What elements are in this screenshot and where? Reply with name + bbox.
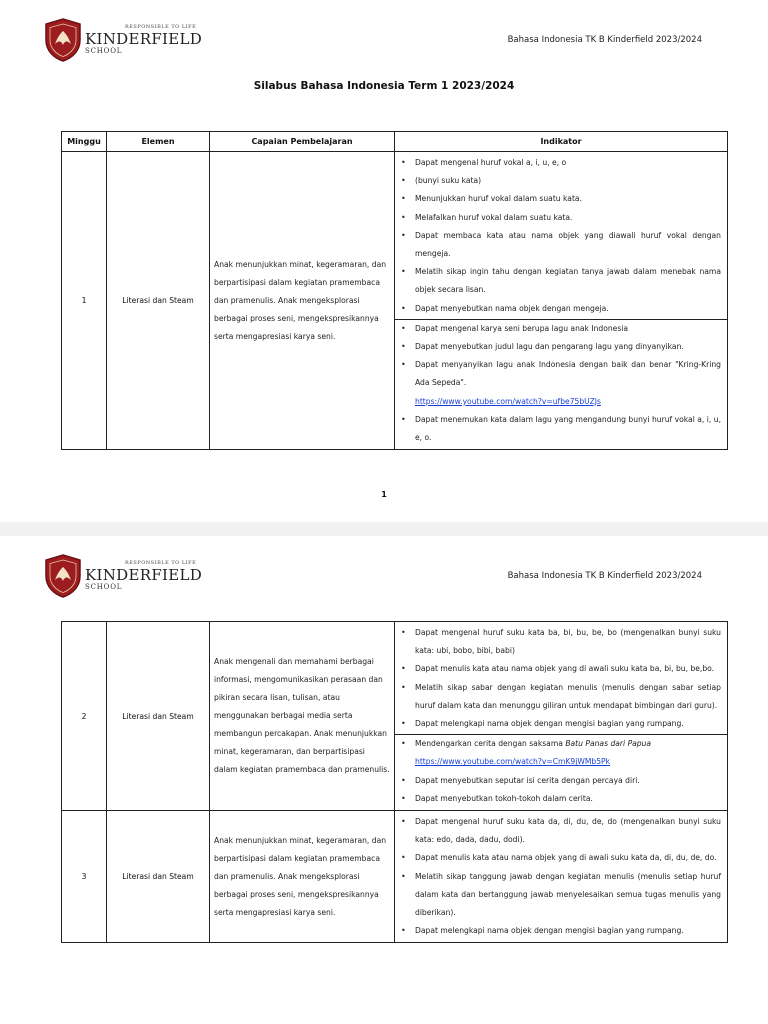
table-row bbox=[62, 152, 728, 450]
indicator-list bbox=[395, 319, 727, 447]
indicator-text: Mendengarkan cerita dengan saksama bbox=[415, 739, 563, 749]
indicator-item: • Dapat menyebutkan judul lagu dan pengarang lagu yang dinyanyikan. bbox=[415, 338, 721, 356]
youtube-link[interactable]: https://www.youtube.com/watch?v=ufbe75bUZJs bbox=[415, 396, 601, 406]
syllabus-table-page-1 bbox=[61, 131, 728, 450]
logo-name: KINDERFIELD bbox=[85, 30, 203, 48]
indicator-list bbox=[415, 154, 721, 318]
week-cell: 1 bbox=[62, 152, 107, 450]
header-right-text: Bahasa Indonesia TK B Kinderfield 2023/2024 bbox=[507, 571, 702, 581]
indicator-item: • Dapat menyebutkan tokoh-tokoh dalam cerita. bbox=[415, 790, 721, 808]
indicator-item: • Dapat menyebutkan seputar isi cerita dengan percaya diri. bbox=[415, 772, 721, 790]
indicator-item: • Dapat mengenal huruf suku kata ba, bi, bu, be, bo (mengenalkan bunyi suku kata: ubi, bobo, bibi, babi) bbox=[415, 624, 721, 660]
header-elemen: Elemen bbox=[107, 132, 210, 152]
header-indikator: Indikator bbox=[395, 132, 728, 152]
logo-name: KINDERFIELD bbox=[85, 566, 203, 584]
shield-crest-icon bbox=[44, 18, 82, 62]
document-title: Silabus Bahasa Indonesia Term 1 2023/2024 bbox=[253, 80, 515, 92]
element-cell: Literasi dan Steam bbox=[107, 811, 210, 943]
indicator-item: • Dapat menulis kata atau nama objek yang di awali suku kata da, di, du, de, do. bbox=[415, 849, 721, 867]
header-right-text: Bahasa Indonesia TK B Kinderfield 2023/2024 bbox=[507, 35, 702, 45]
indicator-cell bbox=[395, 811, 728, 943]
header-capaian: Capaian Pembelajaran bbox=[210, 132, 395, 152]
indicator-item: • Dapat menemukan kata dalam lagu yang mengandung bunyi huruf vokal a, i, u, e, o. bbox=[415, 411, 721, 447]
table-row bbox=[62, 622, 728, 811]
story-title: Batu Panas dari Papua bbox=[565, 739, 652, 749]
indicator-item: • Melatih sikap ingin tahu dengan kegiatan tanya jawab dalam menebak nama objek secara lisan. bbox=[415, 263, 721, 299]
indicator-item: • Dapat menulis kata atau nama objek yang di awali suku kata ba, bi, bu, be,bo. bbox=[415, 660, 721, 678]
indicator-item: • Dapat menyanyikan lagu anak Indonesia dengan baik dan benar "Kring-Kring Ada Sepeda". bbox=[415, 356, 721, 392]
syllabus-table-page-2 bbox=[61, 621, 728, 943]
indicator-link-item bbox=[415, 753, 721, 771]
logo-sub: SCHOOL bbox=[85, 583, 123, 591]
indicator-item: • Melatih sikap sabar dengan kegiatan menulis (menulis dengan sabar setiap huruf dalam kata dan menunggu giliran untuk mendapat bimbingan dari guru). bbox=[415, 679, 721, 715]
learning-outcome-cell: Anak menunjukkan minat, kegeramaran, dan berpartisipasi dalam kegiatan pramembaca dan pramenulis. Anak mengeksplorasi berbagai proses seni, mengekspresikannya serta mengapresiasi karya seni. bbox=[210, 152, 395, 450]
school-logo bbox=[44, 18, 202, 62]
element-cell: Literasi dan Steam bbox=[107, 152, 210, 450]
youtube-link[interactable]: https://www.youtube.com/watch?v=CmK9jWMb5Pk bbox=[415, 757, 611, 767]
indicator-item: • Melatih sikap tanggung jawab dengan kegiatan menulis (menulis setiap huruf dalam kata dan bertanggung jawab menyelesaikan semua tugas menulis yang diberikan). bbox=[415, 868, 721, 923]
indicator-cell bbox=[395, 152, 728, 450]
week-cell: 3 bbox=[62, 811, 107, 943]
table-row bbox=[62, 811, 728, 943]
indicator-link-item bbox=[415, 393, 721, 411]
indicator-item bbox=[415, 735, 721, 753]
indicator-list bbox=[415, 624, 721, 733]
page-number: 1 bbox=[381, 490, 387, 499]
school-logo bbox=[44, 554, 202, 598]
indicator-item: • (bunyi suku kata) bbox=[415, 172, 721, 190]
indicator-list bbox=[415, 813, 721, 940]
page-2 bbox=[0, 536, 768, 1024]
header-minggu: Minggu bbox=[62, 132, 107, 152]
indicator-item: • Dapat mengenal karya seni berupa lagu anak Indonesia bbox=[415, 320, 721, 338]
logo-tagline: RESPONSIBLE TO LIFE bbox=[125, 24, 197, 30]
learning-outcome-cell: Anak menunjukkan minat, kegeramaran, dan berpartisipasi dalam kegiatan pramembaca dan pramenulis. Anak mengeksplorasi berbagai proses seni, mengekspresikannya serta mengapresiasi karya seni. bbox=[210, 811, 395, 943]
indicator-item: • Dapat mengenal huruf vokal a, i, u, e, o bbox=[415, 154, 721, 172]
indicator-item: • Dapat membaca kata atau nama objek yang diawali huruf vokal dengan mengeja. bbox=[415, 227, 721, 263]
learning-outcome-cell: Anak mengenali dan memahami berbagai informasi, mengomunikasikan perasaan dan pikiran secara lisan, tulisan, atau menggunakan berbagai media serta membangun percakapan. Anak menunjukkan minat, kegeramaran, dan berpartisipasi dalam kegiatan pramembaca dan pramenulis. bbox=[210, 622, 395, 811]
indicator-item: • Melafalkan huruf vokal dalam suatu kata. bbox=[415, 209, 721, 227]
logo-sub: SCHOOL bbox=[85, 47, 123, 55]
logo-tagline: RESPONSIBLE TO LIFE bbox=[125, 560, 197, 566]
indicator-item: • Dapat melengkapi nama objek dengan mengisi bagian yang rumpang. bbox=[415, 922, 721, 940]
indicator-item: • Dapat menyebutkan nama objek dengan mengeja. bbox=[415, 300, 721, 318]
indicator-list bbox=[395, 734, 727, 808]
indicator-item: • Dapat mengenal huruf suku kata da, di, du, de, do (mengenalkan bunyi suku kata: edo, dada, dadu, dodi). bbox=[415, 813, 721, 849]
element-cell: Literasi dan Steam bbox=[107, 622, 210, 811]
indicator-item: • Dapat melengkapi nama objek dengan mengisi bagian yang rumpang. bbox=[415, 715, 721, 733]
indicator-item: • Menunjukkan huruf vokal dalam suatu kata. bbox=[415, 190, 721, 208]
shield-crest-icon bbox=[44, 554, 82, 598]
week-cell: 2 bbox=[62, 622, 107, 811]
indicator-cell bbox=[395, 622, 728, 811]
table-header-row bbox=[62, 132, 728, 152]
